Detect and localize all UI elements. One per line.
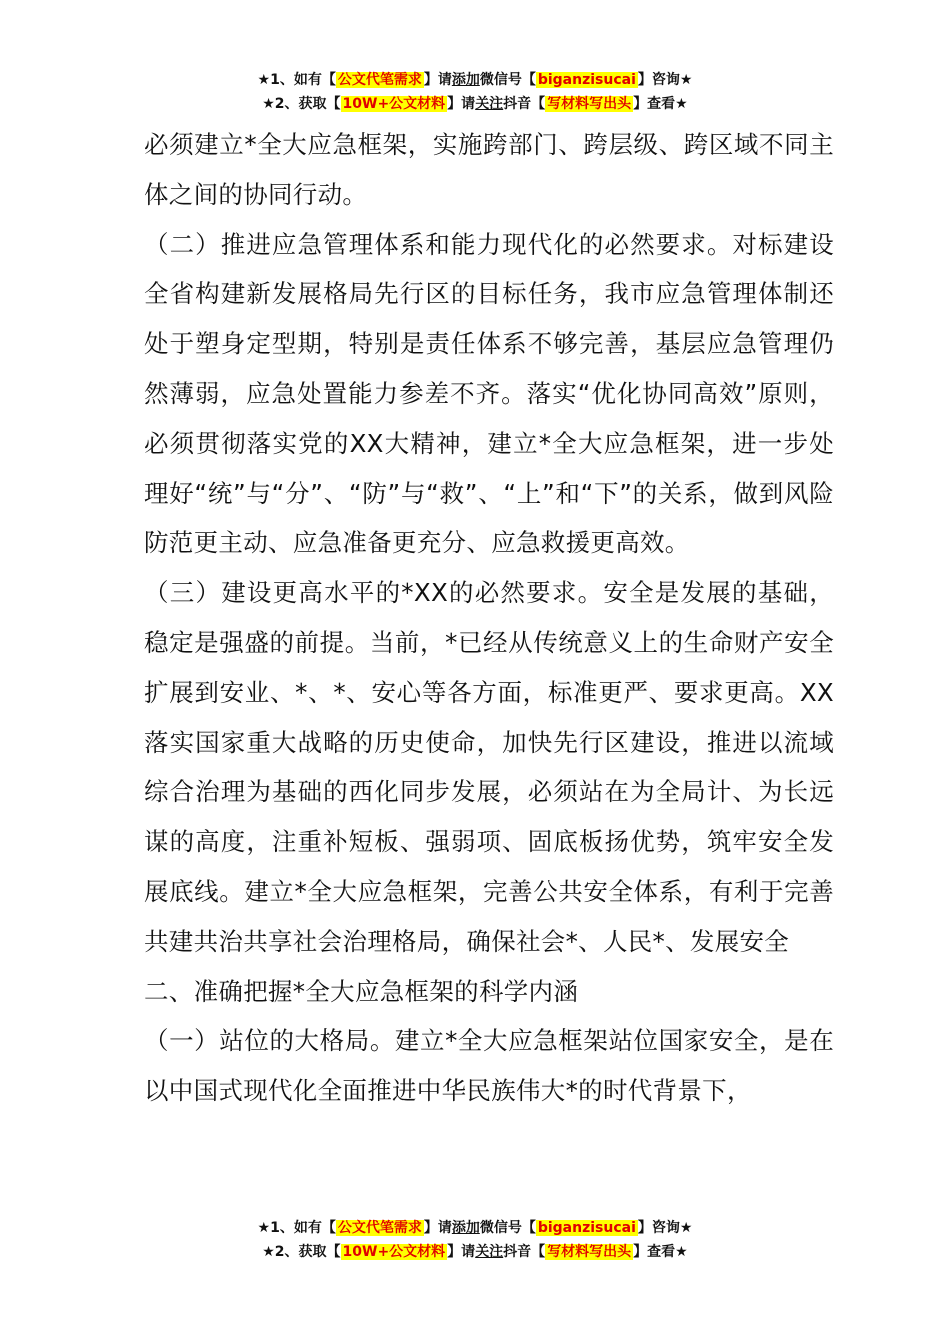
banner-line-2 [0,92,950,116]
banner-text: ★1、如有【 [257,1220,336,1236]
underlined-text: 添加 [451,1220,480,1236]
underlined-text: 添加 [451,72,480,88]
highlight-tag: 10W+公文材料 [342,1244,446,1260]
douyin-id-tag: 写材料写出头 [547,1244,632,1260]
banner-text: ★1、如有【 [257,72,336,88]
highlight-tag: 10W+公文材料 [342,96,446,112]
footer-banner [0,1216,950,1264]
section-heading: 二、准确把握*全大应急框架的科学内涵 [144,976,579,1006]
highlight-tag: 公文代笔需求 [337,1220,422,1236]
banner-text: 】请 [423,1220,452,1236]
underlined-text: 关注 [475,1244,504,1260]
banner-text: ★2、获取【 [262,1244,341,1260]
banner-line-2 [0,1240,950,1264]
banner-text: 】请 [447,96,476,112]
paragraph: （一）站位的大格局。建立*全大应急框架站位国家安全，是在以中国式现代化全面推进中华民族伟大*的时代背景下， [144,1026,834,1106]
banner-text: 微信号【 [479,72,536,88]
banner-line-1 [0,1216,950,1240]
banner-text: 】查看★ [633,96,688,112]
douyin-id-tag: 写材料写出头 [547,96,632,112]
highlight-tag: 公文代笔需求 [337,72,422,88]
paragraph: （三）建设更高水平的*XX的必然要求。安全是发展的基础，稳定是强盛的前提。当前，*已经从传统意义上的生命财产安全扩展到安业、*、*、安心等各方面，标准更严、要求更高。XX落实国家重大战略的历史使命，加快先行区建设，推进以流域综合治理为基础的西化同步发展，必须站在为全局计、为长远谋的高度，注重补短板、强弱项、固底板扬优势，筑牢安全发展底线。建立*全大应急框架，完善公共安全体系，有利于完善共建共治共享社会治理格局，确保社会*、人民*、发展安全 [144,578,834,956]
banner-text: 】咨询★ [637,1220,693,1236]
banner-text: 】咨询★ [637,72,693,88]
paragraph: （二）推进应急管理体系和能力现代化的必然要求。对标建设全省构建新发展格局先行区的目标任务，我市应急管理体制还处于塑身定型期，特别是责任体系不够完善，基层应急管理仍然薄弱，应急处置能力参差不齐。落实“优化协同高效”原则，必须贯彻落实党的XX大精神，建立*全大应急框架，进一步处理好“统”与“分”、“防”与“救”、“上”和“下”的关系，做到风险防范更主动、应急准备更充分、应急救援更高效。 [144,229,834,558]
banner-line-1 [0,68,950,92]
underlined-text: 关注 [475,96,504,112]
banner-text: 抖音【 [503,96,546,112]
document-body [144,120,834,1116]
banner-text: 】请 [447,1244,476,1260]
banner-text: 微信号【 [479,1220,536,1236]
banner-text: 】请 [423,72,452,88]
wechat-id-tag: biganzisucai [537,72,636,88]
banner-text: ★2、获取【 [262,96,341,112]
wechat-id-tag: biganzisucai [537,1220,636,1236]
header-banner [0,68,950,116]
banner-text: 抖音【 [503,1244,546,1260]
paragraph: 必须建立*全大应急框架，实施跨部门、跨层级、跨区域不同主体之间的协同行动。 [144,130,834,209]
banner-text: 】查看★ [633,1244,688,1260]
